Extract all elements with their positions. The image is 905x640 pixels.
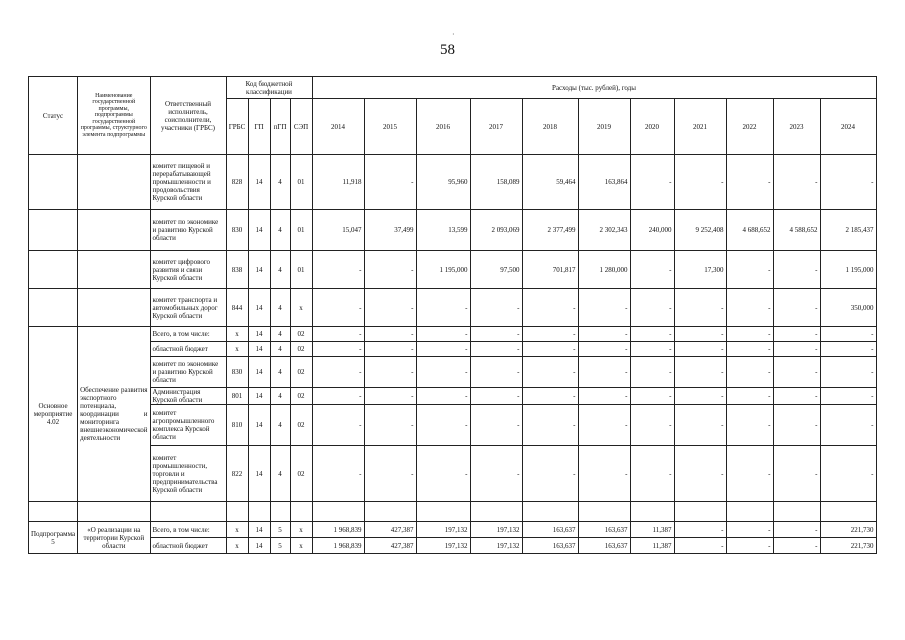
table-row [29,327,877,342]
header-code-0: ГРБС [226,99,248,155]
value-cell-2021: - [674,289,726,327]
code-cell: 830 [226,357,248,388]
spacer-cell [773,502,820,522]
table-row [29,538,877,554]
spacer-cell [820,502,876,522]
code-cell: 4 [270,289,290,327]
spacer-cell [248,502,270,522]
header-year-2018: 2018 [522,99,578,155]
header-year-2024: 2024 [820,99,876,155]
value-cell-2015: 427,387 [364,522,416,538]
value-cell-2024: - [820,357,876,388]
value-cell-2021: 17,300 [674,251,726,289]
value-cell-2019: - [578,327,630,342]
value-cell-2023: - [773,405,820,446]
code-cell: х [290,522,312,538]
code-cell: 02 [290,446,312,502]
value-cell-2022: - [726,405,773,446]
value-cell-2019: - [578,342,630,357]
value-cell-2021: - [674,388,726,405]
code-cell: х [226,342,248,357]
value-cell-2022: - [726,538,773,554]
code-cell: 14 [248,327,270,342]
value-cell-2018: - [522,446,578,502]
spacer-cell [726,502,773,522]
code-cell: 822 [226,446,248,502]
page-number: 58 [440,42,455,58]
value-cell-2020: - [630,388,674,405]
value-cell-2020: 240,000 [630,210,674,251]
value-cell-2020: 11,387 [630,522,674,538]
value-cell-2016: 13,599 [416,210,470,251]
code-cell: 01 [290,251,312,289]
header-status: Статус [29,77,78,155]
value-cell-2022: 4 688,652 [726,210,773,251]
budget-table [28,76,877,554]
value-cell-2022: - [726,357,773,388]
value-cell-2016: 197,132 [416,522,470,538]
spacer-cell [78,502,150,522]
spacer-row [29,502,877,522]
value-cell-2014: 1 968,839 [312,538,364,554]
value-cell-2023: - [773,446,820,502]
value-cell-2023: - [773,251,820,289]
name-cell [78,251,150,289]
value-cell-2023: - [773,342,820,357]
value-cell-2019: 163,637 [578,538,630,554]
value-cell-2023: 4 588,652 [773,210,820,251]
code-cell: 828 [226,155,248,210]
code-cell: х [290,538,312,554]
value-cell-2017: 2 093,069 [470,210,522,251]
value-cell-2017: 197,132 [470,522,522,538]
executor-cell: комитет транспорта и автомобильных дорог Курской области [150,289,226,327]
code-cell: х [226,327,248,342]
code-cell: 4 [270,342,290,357]
value-cell-2022: - [726,289,773,327]
value-cell-2017: 97,500 [470,251,522,289]
header-year-2021: 2021 [674,99,726,155]
value-cell-2020: - [630,342,674,357]
table-row [29,405,877,446]
status-cell [29,210,78,251]
value-cell-2017: - [470,289,522,327]
executor-cell: комитет по экономике и развитию Курской области [150,210,226,251]
code-cell: 4 [270,251,290,289]
status-cell [29,155,78,210]
value-cell-2015: - [364,357,416,388]
header-year-2015: 2015 [364,99,416,155]
spacer-cell [364,502,416,522]
value-cell-2020: - [630,357,674,388]
executor-cell: комитет цифрового развития и связи Курской области [150,251,226,289]
value-cell-2014: 15,047 [312,210,364,251]
value-cell-2019: - [578,405,630,446]
value-cell-2014: 11,918 [312,155,364,210]
value-cell-2024: - [820,327,876,342]
code-cell: 4 [270,357,290,388]
value-cell-2021: - [674,405,726,446]
value-cell-2022: - [726,155,773,210]
header-year-2017: 2017 [470,99,522,155]
value-cell-2017: - [470,405,522,446]
value-cell-2021: - [674,538,726,554]
value-cell-2018: 163,637 [522,538,578,554]
value-cell-2024: - [820,342,876,357]
value-cell-2024: 221,730 [820,538,876,554]
value-cell-2021: - [674,155,726,210]
value-cell-2019: - [578,357,630,388]
header-code-3: СЭП [290,99,312,155]
value-cell-2016: - [416,289,470,327]
value-cell-2019: 2 302,343 [578,210,630,251]
code-cell: х [226,522,248,538]
code-cell: 4 [270,446,290,502]
value-cell-2017: - [470,388,522,405]
value-cell-2020: - [630,289,674,327]
value-cell-2024: - [820,388,876,405]
value-cell-2017: - [470,357,522,388]
value-cell-2021: - [674,446,726,502]
spacer-cell [226,502,248,522]
value-cell-2024: - [820,446,876,502]
value-cell-2020: - [630,251,674,289]
header-year-2023: 2023 [773,99,820,155]
code-cell: 4 [270,388,290,405]
spacer-cell [29,502,78,522]
executor-cell: комитет пищевой и перерабатывающей промышленности и продовольствия Курской области [150,155,226,210]
value-cell-2019: - [578,388,630,405]
value-cell-2018: 701,817 [522,251,578,289]
value-cell-2015: - [364,155,416,210]
spacer-cell [290,502,312,522]
code-cell: 02 [290,388,312,405]
code-cell: 01 [290,210,312,251]
value-cell-2018: - [522,357,578,388]
code-cell: 5 [270,522,290,538]
value-cell-2019: 163,637 [578,522,630,538]
header-year-2014: 2014 [312,99,364,155]
value-cell-2018: 2 377,499 [522,210,578,251]
value-cell-2023: - [773,155,820,210]
table-row [29,388,877,405]
value-cell-2021: 9 252,408 [674,210,726,251]
header-executor: Ответственный исполнитель, соисполнители, участники (ГРБС) [150,77,226,155]
header-code-group: Код бюджетной классификации [226,77,312,99]
value-cell-2015: - [364,342,416,357]
code-cell: 5 [270,538,290,554]
executor-cell: областной бюджет [150,342,226,357]
value-cell-2015: - [364,446,416,502]
value-cell-2020: - [630,327,674,342]
code-cell: 4 [270,327,290,342]
value-cell-2023: - [773,522,820,538]
value-cell-2022: - [726,388,773,405]
code-cell: 14 [248,538,270,554]
name-cell: «О реализации на территории Курской области [78,522,150,554]
value-cell-2017: - [470,327,522,342]
value-cell-2020: 11,387 [630,538,674,554]
value-cell-2024: 221,730 [820,522,876,538]
code-cell: 02 [290,357,312,388]
value-cell-2019: 1 280,000 [578,251,630,289]
value-cell-2019: - [578,446,630,502]
code-cell: 14 [248,446,270,502]
status-cell [29,251,78,289]
value-cell-2017: - [470,446,522,502]
value-cell-2020: - [630,446,674,502]
code-cell: 14 [248,210,270,251]
executor-cell: комитет по экономике и развитию Курской области [150,357,226,388]
value-cell-2021: - [674,342,726,357]
code-cell: 14 [248,289,270,327]
table-row [29,210,877,251]
status-cell: Основное мероприятие 4.02 [29,327,78,502]
code-cell: 14 [248,388,270,405]
code-cell: 14 [248,522,270,538]
value-cell-2024: - [820,405,876,446]
value-cell-2021: - [674,327,726,342]
spacer-cell [470,502,522,522]
code-cell: х [226,538,248,554]
value-cell-2021: - [674,357,726,388]
executor-cell: Всего, в том числе: [150,522,226,538]
code-cell: 844 [226,289,248,327]
header-year-2020: 2020 [630,99,674,155]
value-cell-2023: - [773,538,820,554]
code-cell: 14 [248,251,270,289]
value-cell-2017: 158,089 [470,155,522,210]
value-cell-2016: 95,960 [416,155,470,210]
value-cell-2017: - [470,342,522,357]
value-cell-2014: - [312,342,364,357]
value-cell-2016: 197,132 [416,538,470,554]
value-cell-2019: 163,864 [578,155,630,210]
value-cell-2016: - [416,327,470,342]
executor-cell: областной бюджет [150,538,226,554]
value-cell-2021: - [674,522,726,538]
header-year-2016: 2016 [416,99,470,155]
spacer-cell [674,502,726,522]
spacer-cell [630,502,674,522]
table-row [29,522,877,538]
value-cell-2015: 427,387 [364,538,416,554]
code-cell: 01 [290,155,312,210]
executor-cell: Администрация Курской области [150,388,226,405]
value-cell-2014: - [312,357,364,388]
value-cell-2018: - [522,388,578,405]
code-cell: 02 [290,405,312,446]
value-cell-2016: - [416,446,470,502]
status-cell: Подпрограмма 5 [29,522,78,554]
spacer-cell [312,502,364,522]
code-cell: 14 [248,155,270,210]
value-cell-2022: - [726,342,773,357]
value-cell-2014: - [312,327,364,342]
table-row [29,251,877,289]
value-cell-2018: - [522,405,578,446]
code-cell: 4 [270,155,290,210]
code-cell: 810 [226,405,248,446]
name-cell [78,210,150,251]
code-cell: 4 [270,210,290,251]
executor-cell: Всего, в том числе: [150,327,226,342]
value-cell-2014: - [312,405,364,446]
value-cell-2023: - [773,357,820,388]
value-cell-2015: - [364,405,416,446]
value-cell-2015: - [364,388,416,405]
value-cell-2022: - [726,327,773,342]
value-cell-2015: - [364,251,416,289]
code-cell: 02 [290,327,312,342]
code-cell: 838 [226,251,248,289]
code-cell: 830 [226,210,248,251]
value-cell-2024: 350,000 [820,289,876,327]
name-cell: Обеспечение развития экспортного потенциала, координации и мониторинга внешнеэкономической деятельности [78,327,150,502]
name-cell [78,289,150,327]
value-cell-2016: - [416,388,470,405]
value-cell-2018: 163,637 [522,522,578,538]
header-code-2: пГП [270,99,290,155]
code-cell: 14 [248,405,270,446]
header-expenses-group: Расходы (тыс. рублей), годы [312,77,876,99]
value-cell-2020: - [630,155,674,210]
table-row [29,155,877,210]
value-cell-2015: - [364,327,416,342]
value-cell-2022: - [726,251,773,289]
value-cell-2014: - [312,388,364,405]
executor-cell: комитет агропромышленного комплекса Курской области [150,405,226,446]
value-cell-2022: - [726,446,773,502]
value-cell-2015: - [364,289,416,327]
code-cell: 801 [226,388,248,405]
value-cell-2023: - [773,289,820,327]
value-cell-2014: - [312,251,364,289]
scan-mark: · [452,30,455,39]
spacer-cell [416,502,470,522]
header-year-2022: 2022 [726,99,773,155]
spacer-cell [150,502,226,522]
value-cell-2014: - [312,289,364,327]
value-cell-2023: - [773,327,820,342]
table-row [29,357,877,388]
value-cell-2024: - [820,155,876,210]
code-cell: 14 [248,357,270,388]
header-code-1: ГП [248,99,270,155]
spacer-cell [522,502,578,522]
code-cell: 4 [270,405,290,446]
value-cell-2023: - [773,388,820,405]
value-cell-2022: - [726,522,773,538]
value-cell-2016: - [416,342,470,357]
value-cell-2024: 2 185,437 [820,210,876,251]
value-cell-2016: 1 195,000 [416,251,470,289]
spacer-cell [578,502,630,522]
value-cell-2016: - [416,357,470,388]
value-cell-2016: - [416,405,470,446]
code-cell: 02 [290,342,312,357]
value-cell-2020: - [630,405,674,446]
value-cell-2014: 1 968,839 [312,522,364,538]
value-cell-2015: 37,499 [364,210,416,251]
header-year-2019: 2019 [578,99,630,155]
table-row [29,342,877,357]
code-cell: 14 [248,342,270,357]
table-row [29,289,877,327]
table-row [29,446,877,502]
value-cell-2018: - [522,289,578,327]
header-name: Наименование государственной программы, подпрограммы государственной программы, структурного элемента подпрограммы [78,77,150,155]
status-cell [29,289,78,327]
name-cell [78,155,150,210]
value-cell-2018: - [522,342,578,357]
value-cell-2018: - [522,327,578,342]
executor-cell: комитет промышленности, торговли и предпринимательства Курской области [150,446,226,502]
value-cell-2018: 59,464 [522,155,578,210]
value-cell-2014: - [312,446,364,502]
value-cell-2019: - [578,289,630,327]
code-cell: х [290,289,312,327]
spacer-cell [270,502,290,522]
value-cell-2024: 1 195,000 [820,251,876,289]
value-cell-2017: 197,132 [470,538,522,554]
